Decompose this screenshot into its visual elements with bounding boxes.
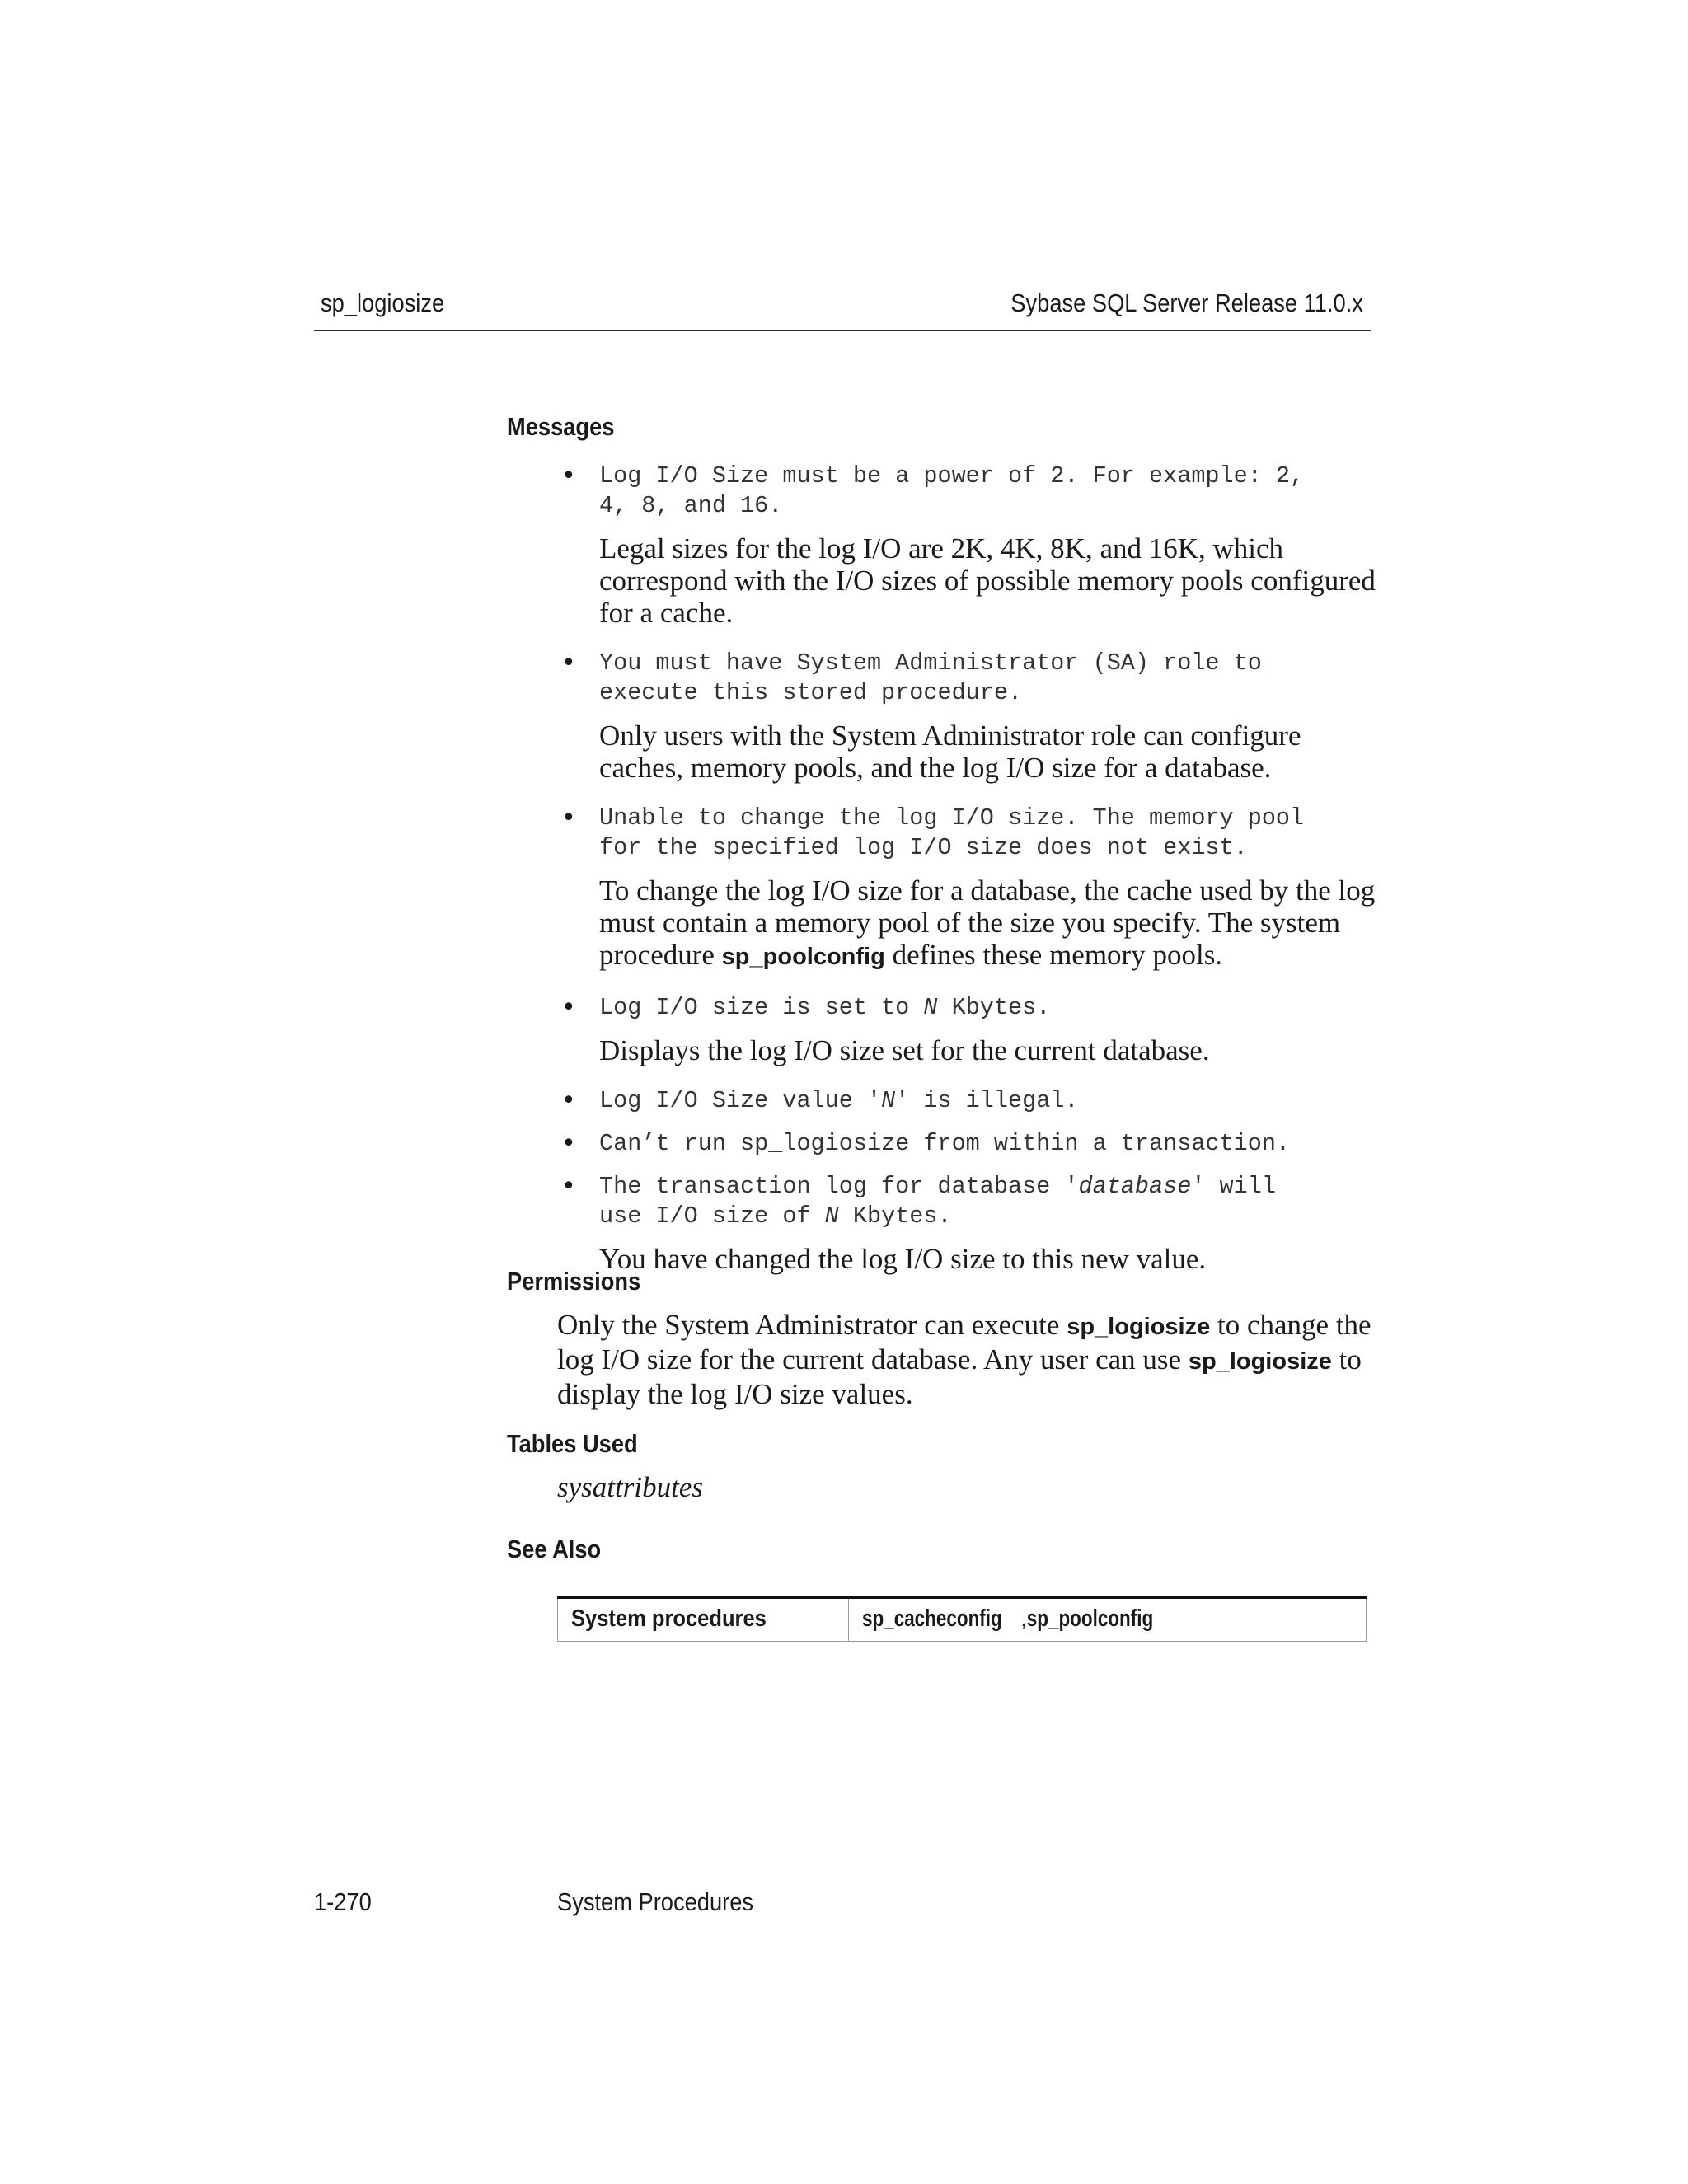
list-item bbox=[556, 1086, 1389, 1116]
table-name: sysattributes bbox=[557, 1471, 703, 1503]
bullet-icon: • bbox=[561, 1172, 576, 1201]
variable-placeholder: N bbox=[824, 1202, 839, 1230]
running-header bbox=[314, 288, 1372, 331]
footer-book-title: System Procedures bbox=[557, 1887, 754, 1916]
bullet-icon: • bbox=[561, 462, 576, 490]
header-procedure-name: sp_logiosize bbox=[321, 288, 445, 317]
command-name: sp_cacheconfig bbox=[862, 1605, 1002, 1632]
messages-list bbox=[556, 462, 1389, 1295]
message-code: You must have System Administrator (SA) role to execute this stored procedure. bbox=[599, 649, 1262, 706]
bullet-icon: • bbox=[561, 1129, 576, 1158]
message-description: You have changed the log I/O size to this new value. bbox=[599, 1243, 1207, 1275]
command-name: sp_poolconfig bbox=[1026, 1605, 1154, 1632]
command-name: sp_logiosize bbox=[1188, 1348, 1332, 1375]
section-heading-see-also: See Also bbox=[507, 1535, 602, 1563]
permissions-text: Only the System Administrator can execute sp_logiosize to change the log I/O size for the current database. Any user can use sp_logiosize to display the log I/O size values. bbox=[557, 1309, 1372, 1410]
bullet-icon: • bbox=[561, 993, 576, 1022]
variable-placeholder: N bbox=[923, 994, 938, 1021]
message-code: The transaction log for database 'database' will use I/O size of N Kbytes. bbox=[599, 1173, 1276, 1230]
table-cell-label: System procedures bbox=[558, 1597, 849, 1642]
list-item bbox=[556, 462, 1389, 629]
variable-placeholder: database bbox=[1078, 1173, 1192, 1200]
see-also-table bbox=[557, 1596, 1367, 1642]
message-code: Log I/O Size value 'N' is illegal. bbox=[599, 1087, 1079, 1114]
list-item bbox=[556, 1172, 1389, 1275]
section-heading-tables-used: Tables Used bbox=[507, 1429, 638, 1458]
section-heading-permissions: Permissions bbox=[507, 1267, 641, 1296]
footer-page-number: 1-270 bbox=[314, 1887, 372, 1916]
table-row bbox=[558, 1597, 1367, 1642]
list-item bbox=[556, 649, 1389, 784]
message-description: Displays the log I/O size set for the current database. bbox=[599, 1034, 1210, 1066]
bullet-icon: • bbox=[561, 649, 576, 677]
message-description: Only users with the System Administrator role can configure caches, memory pools, and the log I/O size for a database. bbox=[599, 719, 1301, 784]
message-code: Can’t run sp_logiosize from within a transaction. bbox=[599, 1130, 1291, 1157]
section-heading-messages: Messages bbox=[507, 412, 615, 441]
table-cell-procedures: sp_cacheconfig ,sp_poolconfig bbox=[849, 1597, 1367, 1642]
bullet-icon: • bbox=[561, 804, 576, 832]
command-name: sp_logiosize bbox=[1067, 1314, 1211, 1340]
message-description: To change the log I/O size for a database, the cache used by the log must contain a memory pool of the size you specify. The system procedure sp_poolconfig defines these memory pools. bbox=[599, 874, 1376, 971]
message-code: Log I/O Size must be a power of 2. For example: 2, 4, 8, and 16. bbox=[599, 462, 1305, 519]
variable-placeholder: N bbox=[881, 1087, 896, 1114]
message-description: Legal sizes for the log I/O are 2K, 4K, 8K, and 16K, which correspond with the I/O sizes of possible memory pools configured for a cache. bbox=[599, 532, 1376, 629]
message-code: Unable to change the log I/O size. The memory pool for the specified log I/O size does not exist. bbox=[599, 804, 1305, 861]
bullet-icon: • bbox=[561, 1086, 576, 1115]
command-name: sp_poolconfig bbox=[721, 944, 885, 970]
list-item bbox=[556, 993, 1389, 1066]
header-release: Sybase SQL Server Release 11.0.x bbox=[1010, 288, 1363, 317]
list-item bbox=[556, 1129, 1389, 1159]
message-code: Log I/O size is set to N Kbytes. bbox=[599, 994, 1051, 1021]
list-item bbox=[556, 804, 1389, 973]
